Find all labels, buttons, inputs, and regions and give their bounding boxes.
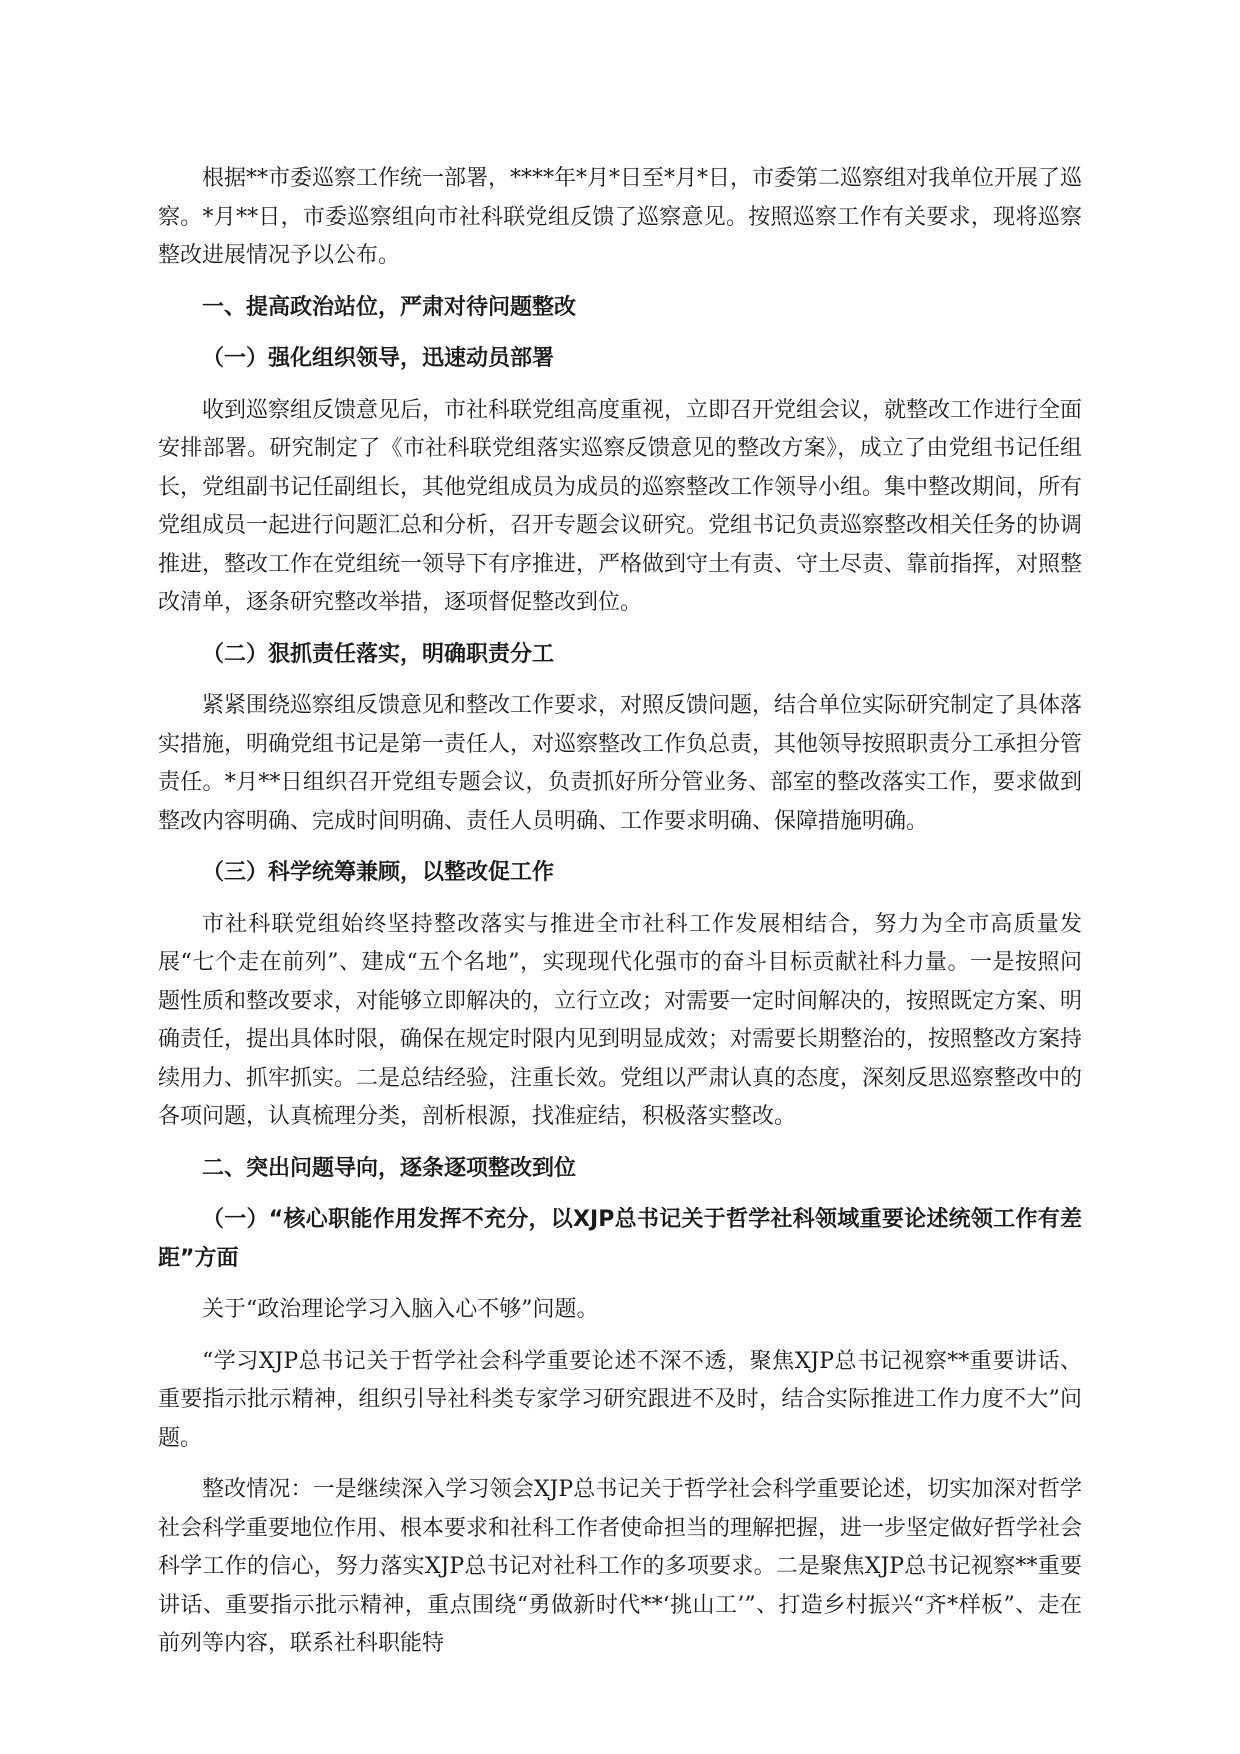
issue-title-paragraph: 关于“政治理论学习入脑入心不够”问题。 xyxy=(202,1297,599,1322)
section-1-3-heading: （三）科学统筹兼顾，以整改促工作 xyxy=(202,860,555,885)
intro-paragraph: 根据**市委巡察工作统一部署，****年*月*日至*月*日，市委第二巡察组对我单位开展了巡察。*月**日，市委巡察组向市社科联党组反馈了巡察意见。按照巡察工作有关要求，现将巡察整改进展情况予以公布。 xyxy=(158,166,1083,268)
section-2-1-heading: （一）“核心职能作用发挥不充分，以XJP总书记关于哲学社科领域重要论述统领工作有差距”方面 xyxy=(158,1207,1082,1271)
issue-detail-paragraph: “学习XJP总书记关于哲学社会科学重要论述不深不透，聚焦XJP总书记视察**重要讲话、重要指示批示精神，组织引导社科类专家学习研究跟进不及时，结合实际推进工作力度不大”问题。 xyxy=(158,1348,1082,1451)
section-1-1-heading: （一）强化组织领导，迅速动员部署 xyxy=(202,346,555,371)
document-body xyxy=(158,160,1082,1677)
section-1-1-paragraph: 收到巡察组反馈意见后，市社科联党组高度重视，立即召开党组会议，就整改工作进行全面安排部署。研究制定了《市社科联党组落实巡察反馈意见的整改方案》，成立了由党组书记任组长，党组副书记任副组长，其他党组成员为成员的巡察整改工作领导小组。集中整改期间，所有党组成员一起进行问题汇总和分析，召开专题会议研究。党组书记负责巡察整改相关任务的协调推进，整改工作在党组统一领导下有序推进，严格做到守土有责、守土尽责、靠前指挥，对照整改清单，逐条研究整改举措，逐项督促整改到位。 xyxy=(158,397,1083,615)
section-1-2-heading: （二）狠抓责任落实，明确职责分工 xyxy=(202,641,555,667)
section-1-2-paragraph: 紧紧围绕巡察组反馈意见和整改工作要求，对照反馈问题，结合单位实际研究制定了具体落实措施，明确党组书记是第一责任人，对巡察整改工作负总责，其他领导按照职责分工承担分管责任。*月**日组织召开党组专题会议，负责抓好所分管业务、部室的整改落实工作，要求做到整改内容明确、完成时间明确、责任人员明确、工作要求明确、保障措施明确。 xyxy=(158,693,1083,834)
section-2-heading: 二、突出问题导向，逐条逐项整改到位 xyxy=(202,1155,577,1181)
section-1-heading: 一、提高政治站位，严肃对待问题整改 xyxy=(202,294,577,320)
rectification-paragraph: 整改情况：一是继续深入学习领会XJP总书记关于哲学社会科学重要论述，切实加深对哲学社会科学重要地位作用、根本要求和社科工作者使命担当的理解把握，进一步坚定做好哲学社会科学工作的信心，努力落实XJP总书记对社科工作的多项要求。二是聚焦XJP总书记视察**重要讲话、重要指示批示精神，重点围绕“勇做新时代**‘挑山工’”、打造乡村振兴“齐*样板”、走在前列等内容，联系社科职能特 xyxy=(158,1477,1083,1656)
section-1-3-paragraph: 市社科联党组始终坚持整改落实与推进全市社科工作发展相结合，努力为全市高质量发展“七个走在前列”、建成“五个名地”，实现现代化强市的奋斗目标贡献社科力量。一是按照问题性质和整改要求，对能够立即解决的，立行立改；对需要一定时间解决的，按照既定方案、明确责任，提出具体时限，确保在规定时限内见到明显成效；对需要长期整治的，按照整改方案持续用力、抓牢抓实。二是总结经验，注重长效。党组以严肃认真的态度，深刻反思巡察整改中的各项问题，认真梳理分类，剖析根源，找准症结，积极落实整改。 xyxy=(158,911,1083,1129)
